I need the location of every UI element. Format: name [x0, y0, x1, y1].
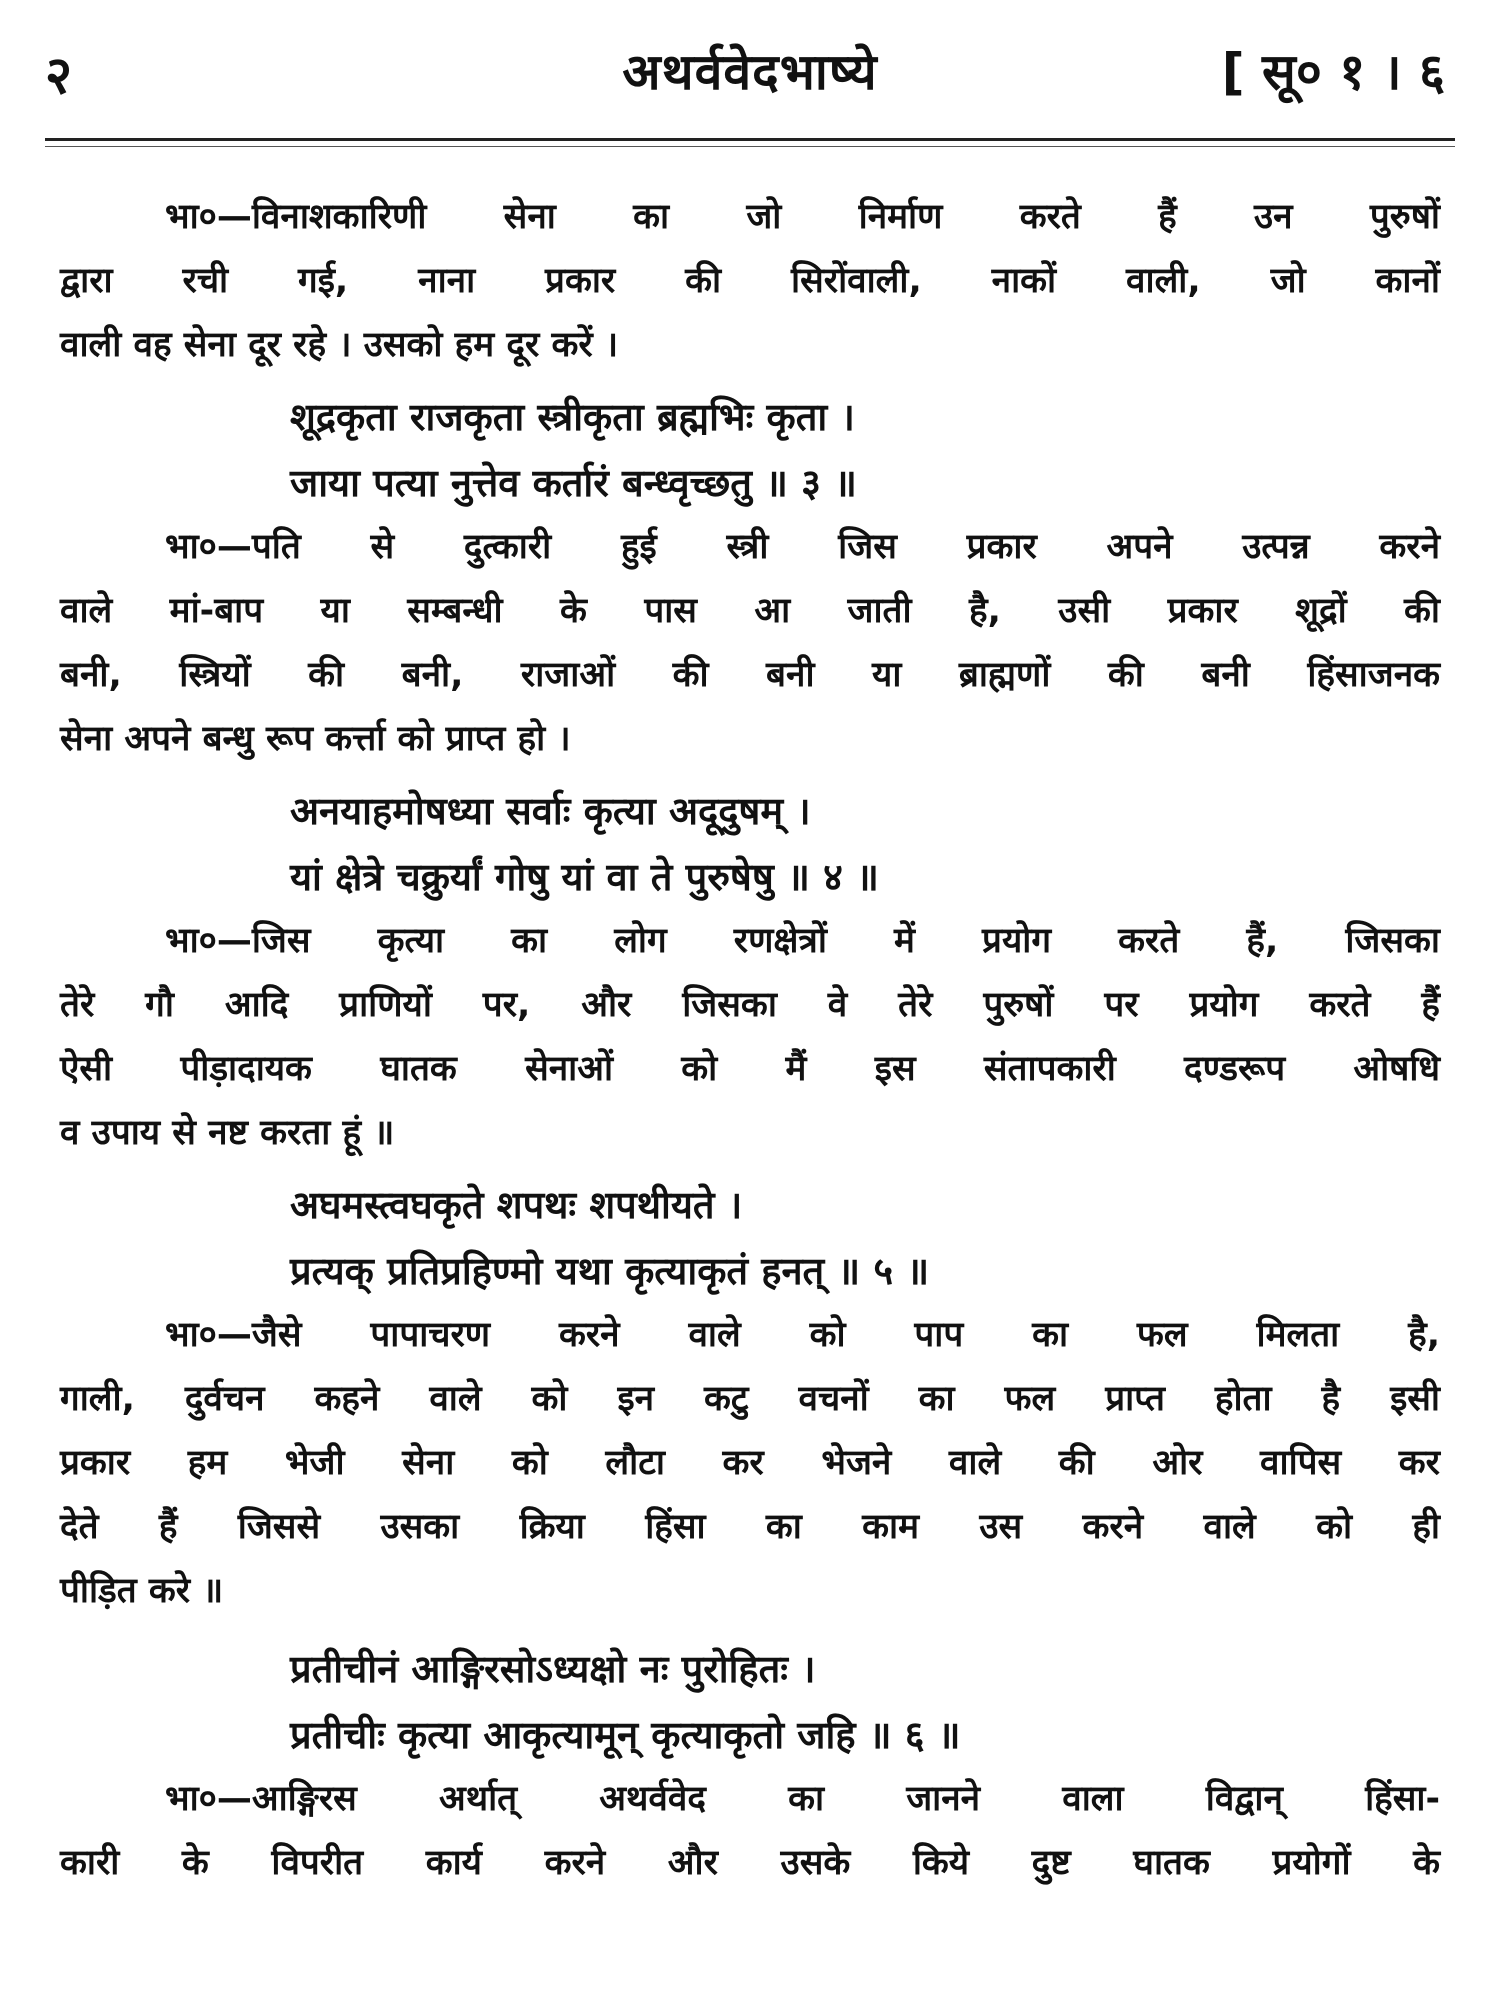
- commentary-line: भा०—आङ्गिरस अर्थात् अथर्ववेद का जानने वाला विद्वान् हिंसा-: [165, 1779, 1440, 1819]
- verse-line: प्रतीचीनं आङ्गिरसोऽध्यक्षो नः पुरोहितः ।: [290, 1647, 816, 1691]
- commentary-line: पीड़ित करे ॥: [60, 1571, 224, 1611]
- commentary-line: व उपाय से नष्ट करता हूं ॥: [60, 1113, 395, 1153]
- commentary-line: भा०—जैसे पापाचरण करने वाले को पाप का फल मिलता है,: [165, 1315, 1440, 1355]
- verse-line: जाया पत्या नुत्तेव कर्तारं बन्ध्वृच्छतु ॥ ३ ॥: [290, 461, 857, 505]
- verse-line: अघमस्त्वघकृते शपथः शपथीयते ।: [290, 1183, 743, 1227]
- commentary-line: भा०—पति से दुत्कारी हुई स्त्री जिस प्रकार अपने उत्पन्न करने: [165, 527, 1440, 567]
- commentary-line: देते हैं जिससे उसका क्रिया हिंसा का काम उस करने वाले को ही: [60, 1507, 1440, 1547]
- commentary-line: सेना अपने बन्धु रूप कर्त्ता को प्राप्त हो ।: [60, 719, 571, 759]
- commentary-line: प्रकार हम भेजी सेना को लौटा कर भेजने वाले की ओर वापिस कर: [60, 1443, 1440, 1483]
- verse-line: शूद्रकृता राजकृता स्त्रीकृता ब्रह्मभिः कृता ।: [290, 395, 855, 439]
- verse-line: अनयाहमोषध्या सर्वाः कृत्या अदूदुषम् ।: [290, 789, 811, 833]
- section-reference: [ सू० १ । ६: [1221, 43, 1445, 101]
- verse-line: यां क्षेत्रे चक्रुर्यां गोषु यां वा ते पुरुषेषु ॥ ४ ॥: [290, 855, 879, 899]
- commentary-line: भा०—जिस कृत्या का लोग रणक्षेत्रों में प्रयोग करते हैं, जिसका: [165, 921, 1440, 961]
- commentary-line: गाली, दुर्वचन कहने वाले को इन कटु वचनों का फल प्राप्त होता है इसी: [60, 1379, 1440, 1419]
- commentary-line: तेरे गौ आदि प्राणियों पर, और जिसका वे तेरे पुरुषों पर प्रयोग करते हैं: [60, 985, 1440, 1025]
- commentary-line: कारी के विपरीत कार्य करने और उसके किये दुष्ट घातक प्रयोगों के: [60, 1843, 1440, 1883]
- commentary-line: बनी, स्त्रियों की बनी, राजाओं की बनी या ब्राह्मणों की बनी हिंसाजनक: [60, 655, 1440, 695]
- commentary-line: भा०—विनाशकारिणी सेना का जो निर्माण करते हैं उन पुरुषों: [165, 197, 1440, 237]
- page-number: २: [45, 46, 73, 106]
- commentary-line: ऐसी पीड़ादायक घातक सेनाओं को मैं इस संतापकारी दण्डरूप ओषधि: [60, 1049, 1440, 1089]
- running-title: अथर्ववेदभाष्ये: [622, 43, 878, 101]
- verse-line: प्रत्यक् प्रतिप्रहिण्मो यथा कृत्याकृतं हनत् ॥ ५ ॥: [290, 1249, 930, 1293]
- commentary-line: वाली वह सेना दूर रहे । उसको हम दूर करें ।: [60, 325, 619, 365]
- verse-line: प्रतीचीः कृत्या आकृत्यामून् कृत्याकृतो जहि ॥ ६ ॥: [290, 1713, 961, 1757]
- commentary-line: वाले मां-बाप या सम्बन्धी के पास आ जाती है, उसी प्रकार शूद्रों की: [60, 591, 1440, 631]
- commentary-line: द्वारा रची गई, नाना प्रकार की सिरोंवाली, नाकों वाली, जो कानों: [60, 261, 1440, 301]
